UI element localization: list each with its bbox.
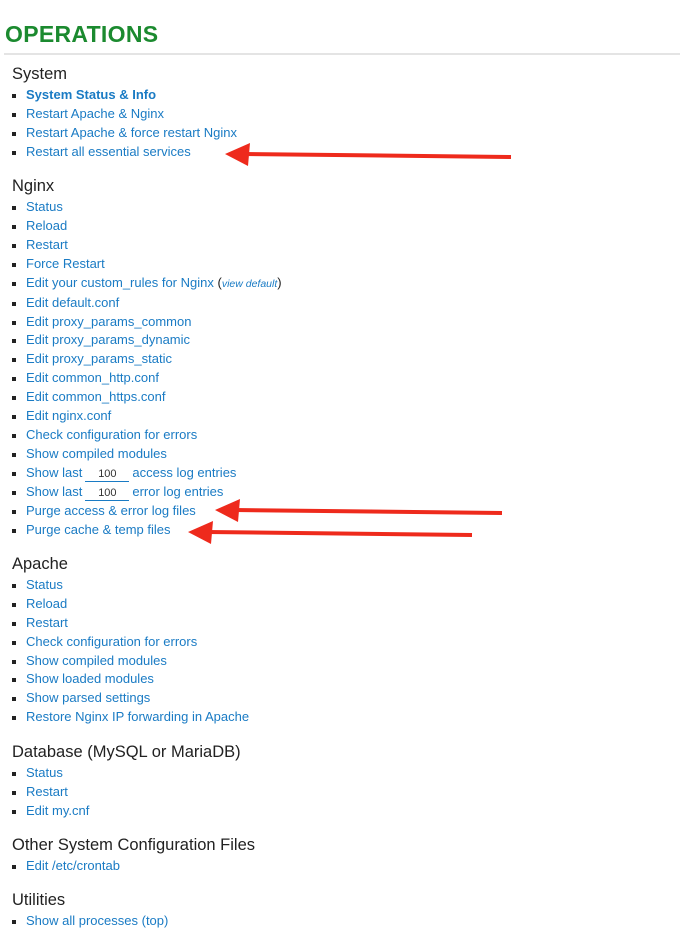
operations-content <box>12 62 672 931</box>
error-log-count-input[interactable] <box>85 487 129 501</box>
apache-compiled-modules-link[interactable]: Show compiled modules <box>26 652 167 668</box>
nginx-check-config-link[interactable]: Check configuration for errors <box>26 427 198 442</box>
view-default-link[interactable]: view default <box>221 277 278 290</box>
db-status-link[interactable]: Status <box>26 764 63 780</box>
list-item <box>12 783 672 802</box>
nginx-reload-link[interactable]: Reload <box>26 218 68 234</box>
apache-restart-link[interactable]: Restart <box>26 614 68 630</box>
list-item <box>12 143 672 162</box>
apache-parsed-settings-link[interactable]: Show parsed settings <box>26 690 151 706</box>
list-item <box>12 236 672 255</box>
nginx-restart-link[interactable]: Restart <box>26 236 68 252</box>
section-other-config <box>12 833 672 876</box>
list-item <box>12 426 672 445</box>
list-item <box>12 483 672 502</box>
list-item <box>12 369 672 388</box>
edit-proxy-params-dynamic-link[interactable]: Edit proxy_params_dynamic <box>26 332 191 348</box>
show-access-log-link[interactable]: Show last <box>26 464 83 480</box>
edit-proxy-params-common-link[interactable]: Edit proxy_params_common <box>26 313 192 329</box>
edit-common-https-link[interactable]: Edit common_https.conf <box>26 389 166 405</box>
apache-reload-link[interactable]: Reload <box>26 595 68 611</box>
list-item <box>12 912 672 931</box>
list-item <box>12 313 672 332</box>
section-heading: Other System Configuration Files <box>12 835 256 854</box>
apache-status-link[interactable]: Status <box>26 576 63 592</box>
section-heading: Database (MySQL or MariaDB) <box>12 742 241 761</box>
edit-default-conf-link[interactable]: Edit default.conf <box>26 294 120 310</box>
show-error-log-link[interactable]: Show last <box>26 483 83 499</box>
list-item <box>12 350 672 369</box>
section-utilities <box>12 888 672 931</box>
list-item <box>12 331 672 350</box>
list-item <box>12 105 672 124</box>
list-item <box>12 502 672 521</box>
nginx-compiled-modules-link[interactable]: Show compiled modules <box>26 445 167 461</box>
edit-common-http-link[interactable]: Edit common_http.conf <box>26 370 159 386</box>
edit-crontab-link[interactable]: Edit /etc/crontab <box>26 857 120 873</box>
purge-cache-link[interactable]: Purge cache & temp files <box>26 521 171 537</box>
section-nginx <box>12 174 672 539</box>
restart-apache-nginx-link[interactable]: Restart Apache & Nginx <box>26 105 165 121</box>
edit-proxy-params-static-link[interactable]: Edit proxy_params_static <box>26 351 172 367</box>
db-restart-link[interactable]: Restart <box>26 783 68 799</box>
list-item <box>12 198 672 217</box>
list-item <box>12 521 672 540</box>
apache-loaded-modules-link[interactable]: Show loaded modules <box>26 671 154 687</box>
restore-ip-forwarding-link[interactable]: Restore Nginx IP forwarding in Apache <box>26 709 250 725</box>
section-system <box>12 62 672 162</box>
purge-log-files-link[interactable]: Purge access & error log files <box>26 502 196 518</box>
access-log-entries-link[interactable]: access log entries <box>132 464 237 480</box>
list-item <box>12 274 672 294</box>
edit-nginx-conf-link[interactable]: Edit nginx.conf <box>26 408 112 424</box>
list-item <box>12 802 672 821</box>
nginx-force-restart-link[interactable]: Force Restart <box>26 255 105 271</box>
section-database <box>12 740 672 821</box>
list-item <box>12 708 672 727</box>
list-item <box>12 294 672 313</box>
list-item <box>12 595 672 614</box>
section-heading: Utilities <box>12 891 66 910</box>
access-log-count-input[interactable] <box>85 468 129 482</box>
apache-check-config-link[interactable]: Check configuration for errors <box>26 633 198 649</box>
paren-close: ) <box>277 274 282 290</box>
list-item <box>12 445 672 464</box>
section-heading: System <box>12 65 68 83</box>
section-apache <box>12 552 672 727</box>
list-item <box>12 764 672 783</box>
system-status-link[interactable]: System Status & Info <box>26 87 157 102</box>
list-item <box>12 124 672 143</box>
list-item <box>12 633 672 652</box>
restart-apache-force-nginx-link[interactable]: Restart Apache & force restart Nginx <box>26 124 237 140</box>
list-item <box>12 464 672 483</box>
list-item <box>12 670 672 689</box>
section-heading: Apache <box>12 554 68 573</box>
nginx-status-link[interactable]: Status <box>26 199 63 215</box>
list-item <box>12 652 672 671</box>
paren-open: ( <box>217 274 222 290</box>
list-item <box>12 217 672 236</box>
list-item <box>12 86 672 105</box>
divider <box>4 53 680 55</box>
list-item <box>12 576 672 595</box>
list-item <box>12 614 672 633</box>
error-log-entries-link[interactable]: error log entries <box>132 483 224 499</box>
edit-my-cnf-link[interactable]: Edit my.cnf <box>26 802 90 818</box>
show-processes-link[interactable]: Show all processes (top) <box>26 913 169 929</box>
list-item <box>12 255 672 274</box>
restart-all-services-link[interactable]: Restart all essential services <box>26 143 191 159</box>
list-item <box>12 407 672 426</box>
section-heading: Nginx <box>12 177 55 196</box>
list-item <box>12 689 672 708</box>
edit-custom-rules-link[interactable]: Edit your custom_rules for Nginx <box>26 274 214 290</box>
page-title: OPERATIONS <box>5 21 159 47</box>
list-item <box>12 388 672 407</box>
list-item <box>12 857 672 876</box>
